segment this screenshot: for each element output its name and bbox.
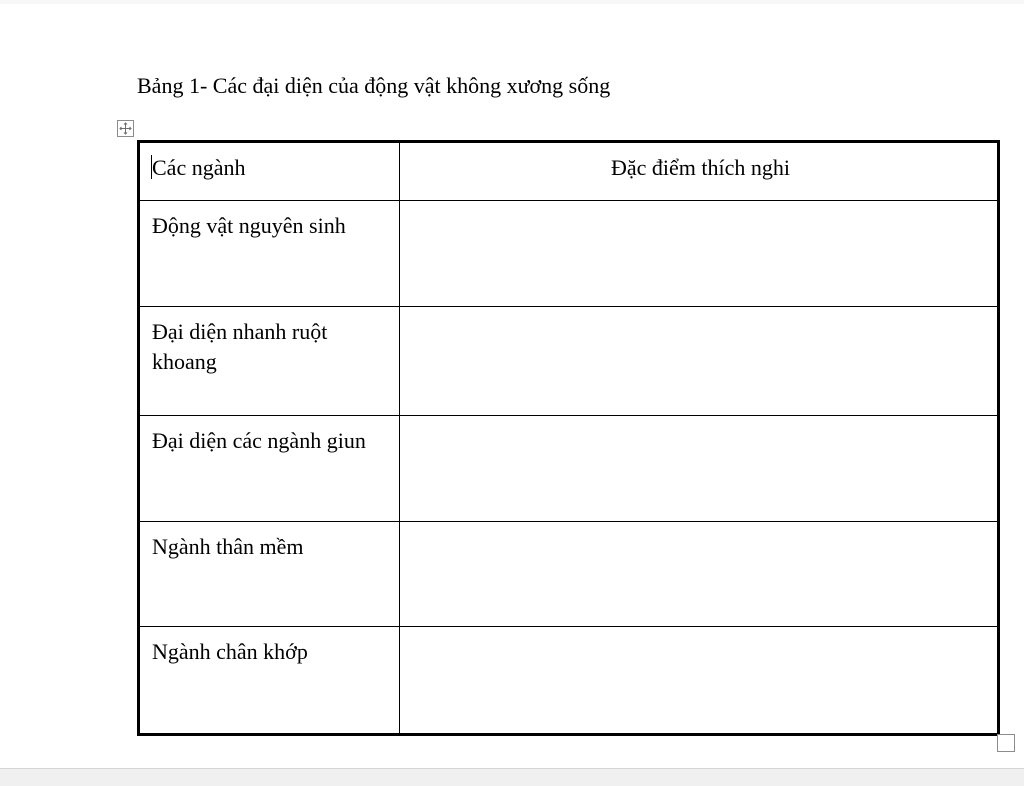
traits-cell[interactable]	[400, 416, 999, 522]
table-row	[139, 201, 999, 307]
group-cell[interactable]	[139, 201, 400, 307]
group-cell[interactable]	[139, 627, 400, 735]
group-label: Động vật nguyên sinh	[152, 213, 346, 238]
traits-cell[interactable]	[400, 627, 999, 735]
table-row	[139, 522, 999, 627]
group-label: Đại diện các ngành giun	[152, 428, 366, 453]
table-header-row	[139, 142, 999, 201]
header-groups-label: Các ngành	[152, 155, 246, 180]
traits-cell[interactable]	[400, 201, 999, 307]
text-cursor	[151, 155, 152, 179]
group-cell[interactable]	[139, 307, 400, 416]
window-top-edge	[0, 0, 1024, 4]
table-row	[139, 307, 999, 416]
status-bar	[0, 768, 1024, 786]
table-row	[139, 627, 999, 735]
traits-cell[interactable]	[400, 522, 999, 627]
document-title: Bảng 1- Các đại diện của động vật không xương sống	[137, 73, 611, 98]
table-move-handle[interactable]	[117, 120, 134, 137]
traits-cell[interactable]	[400, 307, 999, 416]
group-cell[interactable]	[139, 416, 400, 522]
invertebrates-table	[137, 140, 1000, 736]
header-cell-traits[interactable]	[400, 142, 999, 201]
header-cell-groups[interactable]	[139, 142, 400, 201]
group-label: Ngành chân khớp	[152, 639, 308, 664]
table-row	[139, 416, 999, 522]
resize-square-icon[interactable]	[997, 734, 1015, 752]
move-arrows-icon	[118, 121, 133, 136]
group-label: Đại diện nhanh ruột khoang	[152, 319, 328, 374]
group-label: Ngành thân mềm	[152, 534, 304, 559]
header-traits-label: Đặc điểm thích nghi	[610, 155, 790, 180]
group-cell[interactable]	[139, 522, 400, 627]
